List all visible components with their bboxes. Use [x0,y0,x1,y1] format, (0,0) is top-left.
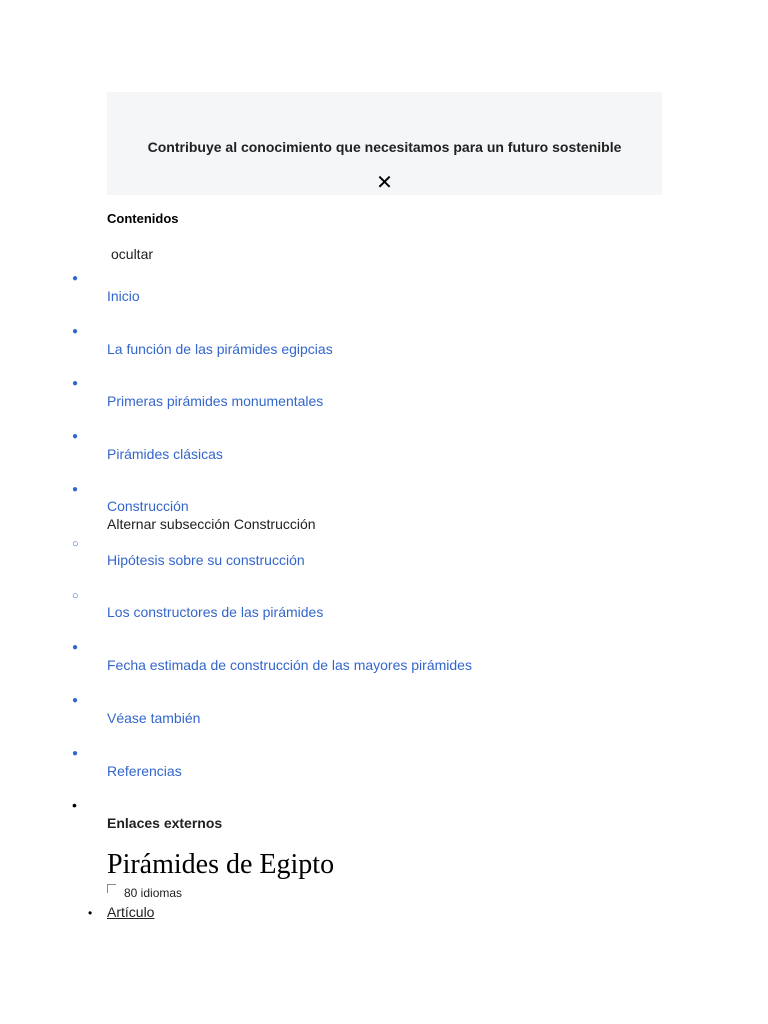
language-selector[interactable] [107,884,182,900]
toc-toggle-construccion[interactable]: Alternar subsección Construcción [107,516,316,532]
donation-banner [107,92,662,195]
toc-hide-button[interactable]: ocultar [111,246,154,262]
bullet-icon: ● [72,431,79,442]
bullet-icon: ● [72,695,79,706]
tab-article[interactable]: Artículo [107,904,155,920]
toc-item-inicio[interactable]: Inicio [107,288,140,304]
toc-item-hipotesis[interactable]: Hipótesis sobre su construcción [107,552,305,568]
page-title: Pirámides de Egipto [107,849,335,880]
toc-item-clasicas[interactable]: Pirámides clásicas [107,446,223,462]
toc-title: Contenidos [107,211,179,226]
toc-item-enlaces[interactable]: Enlaces externos [107,815,223,831]
bullet-icon: ● [72,642,79,653]
toc-item-funcion[interactable]: La función de las pirámides egipcias [107,341,333,357]
language-count: 80 idiomas [124,886,183,900]
bullet-icon: ● [72,378,79,389]
toc-item-fecha[interactable]: Fecha estimada de construcción de las mayores pirámides [107,657,472,673]
toc-item-construccion[interactable]: Construcción [107,498,189,514]
toc-item-constructores[interactable]: Los constructores de las pirámides [107,604,324,620]
bullet-icon: ● [72,484,79,495]
toc-item-referencias[interactable]: Referencias [107,763,182,779]
bullet-icon: ● [72,326,79,337]
toc-item-vease[interactable]: Véase también [107,710,201,726]
close-icon[interactable]: ✕ [376,172,393,194]
circle-bullet-icon: ○ [72,538,79,550]
bullet-icon: • [72,797,77,813]
banner-message: Contribuye al conocimiento que necesitamos para un futuro sostenible [147,139,622,155]
bullet-icon: • [88,906,93,920]
toc-item-primeras[interactable]: Primeras pirámides monumentales [107,393,324,409]
bullet-icon: ● [72,273,79,284]
bullet-icon: ● [72,748,79,759]
circle-bullet-icon: ○ [72,590,79,602]
checkbox-icon[interactable] [107,884,116,893]
